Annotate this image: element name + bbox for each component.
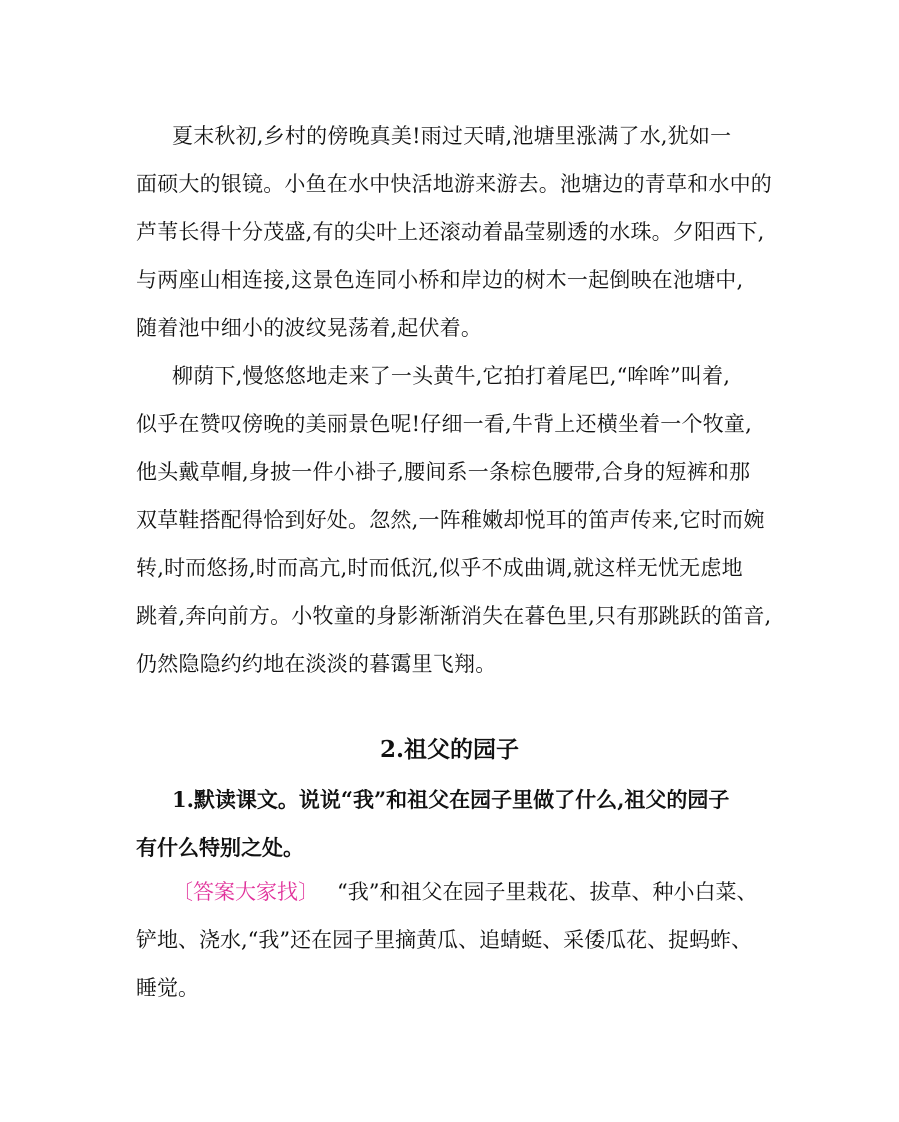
text-line: 面硕大的银镜。小鱼在水中快活地游来游去。池塘边的青草和水中的 (136, 172, 772, 196)
text-line: 他头戴草帽,身披一件小褂子,腰间系一条棕色腰带,合身的短裤和那 (136, 460, 751, 484)
text-line: 夏末秋初,乡村的傍晚真美!雨过天晴,池塘里涨满了水,犹如一 (172, 124, 732, 148)
answer-tag: 〔答案大家找〕 (172, 880, 319, 904)
text-line: 柳荫下,慢悠悠地走来了一头黄牛,它拍打着尾巴,“哞哞”叫着, (172, 364, 731, 388)
answer-line (136, 868, 786, 916)
question-line: 有什么特别之处。 (136, 835, 304, 860)
question-line: 1.默读课文。说说“我”和祖父在园子里做了什么,祖父的园子 (172, 787, 730, 812)
answer-line: 铲地、浇水,“我”还在园子里摘黄瓜、追蜻蜓、采倭瓜花、捉蚂蚱、 (136, 928, 753, 952)
answer-1 (136, 868, 786, 1012)
passage-paragraph-1 (136, 112, 776, 352)
text-line: 双草鞋搭配得恰到好处。忽然,一阵稚嫩却悦耳的笛声传来,它时而婉 (136, 508, 765, 532)
lesson-title: 2.祖父的园子 (379, 736, 519, 763)
text-line: 跳着,奔向前方。小牧童的身影渐渐消失在暮色里,只有那跳跃的笛音, (136, 604, 772, 628)
text-line: 与两座山相连接,这景色连同小桥和岸边的树木一起倒映在池塘中, (136, 268, 744, 292)
text-line: 仍然隐隐约约地在淡淡的暮霭里飞翔。 (136, 652, 497, 676)
passage-paragraph-2 (136, 352, 776, 688)
question-1 (136, 776, 776, 872)
text-line: 芦苇长得十分茂盛,有的尖叶上还滚动着晶莹剔透的水珠。夕阳西下, (136, 220, 765, 244)
text-line: 转,时而悠扬,时而高亢,时而低沉,似乎不成曲调,就这样无忧无虑地 (136, 556, 743, 580)
text-line: 似乎在赞叹傍晚的美丽景色呢!仔细一看,牛背上还横坐着一个牧童, (136, 412, 752, 436)
text-line: 随着池中细小的波纹晃荡着,起伏着。 (136, 316, 483, 340)
answer-text: “我”和祖父在园子里栽花、拔草、种小白菜、 (337, 880, 758, 904)
answer-line: 睡觉。 (136, 976, 199, 1000)
